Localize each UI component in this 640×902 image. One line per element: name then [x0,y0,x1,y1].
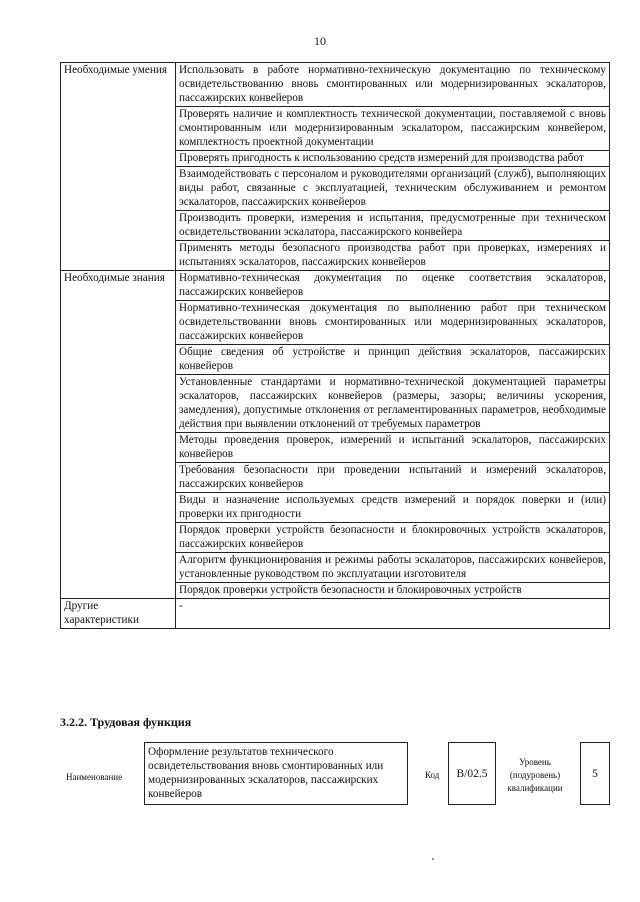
knowledge-item: Алгоритм функционирования и режимы работы эскалаторов, пассажирских конвейеров, установленные руководством по эксплуатации изготовителя [176,553,610,583]
knowledge-item: Виды и назначение используемых средств измерений и порядок поверки и (или) проверки их пригодности [176,493,610,523]
qualification-level-box: 5 [580,742,610,805]
skill-item: Использовать в работе нормативно-техническую документацию по техническому освидетельствованию вновь смонтированных или модернизированных эскалаторов, пассажирских конвейеров [176,63,610,107]
competency-table [60,62,610,629]
code-label: Код [425,770,440,780]
knowledge-item: Общие сведения об устройстве и принцип действия эскалаторов, пассажирских конвейеров [176,345,610,375]
skill-item: Проверять пригодность к использованию средств измерений для производства работ [176,151,610,167]
section-title: 3.2.2. Трудовая функция [60,715,192,729]
knowledge-item: Требования безопасности при проведении испытаний и измерений эскалаторов, пассажирских конвейеров [176,463,610,493]
other-value: - [176,599,610,629]
skills-label: Необходимые умения [61,63,176,271]
scan-speck [432,858,434,860]
table-row [61,599,610,629]
knowledge-item: Методы проведения проверок, измерений и испытаний эскалаторов, пассажирских конвейеров [176,433,610,463]
table-row [61,271,610,301]
skill-item: Производить проверки, измерения и испытания, предусмотренные при техническом освидетельствовании эскалатора, пассажирского конвейера [176,211,610,241]
level-label: Уровень (подуровень) квалификации [507,757,563,793]
name-label: Наименование [66,772,123,782]
knowledge-item: Нормативно-техническая документация по оценке соответствия эскалаторов, пассажирских конвейеров [176,271,610,301]
knowledge-item: Нормативно-техническая документация по выполнению работ при техническом освидетельствовании вновь смонтированных или модернизированных эскалаторов, пассажирских конвейеров [176,301,610,345]
labor-function-block [60,742,610,807]
page-number: 10 [314,34,326,48]
skill-item: Взаимодействовать с персоналом и руководителями организаций (служб), выполняющих виды работ, связанные с эксплуатацией, техническим обслуживанием и ремонтом эскалаторов, пассажирских конвейеров [176,167,610,211]
table-row [61,63,610,107]
function-code-box: В/02.5 [448,742,496,805]
other-label: Другие характеристики [61,599,176,629]
knowledge-item: Порядок проверки устройств безопасности и блокировочных устройств эскалаторов, пассажирских конвейеров [176,523,610,553]
function-name-box: Оформление результатов технического освидетельствования вновь смонтированных или модернизированных эскалаторов, пассажирских конвейеров [144,742,408,805]
skill-item: Применять методы безопасного производства работ при проверках, измерениях и испытаниях эскалаторов, пассажирских конвейеров [176,241,610,271]
knowledge-item: Порядок проверки устройств безопасности и блокировочных устройств [176,583,610,599]
skill-item: Проверять наличие и комплектность технической документации, поставляемой с вновь смонтированным или модернизированным эскалатором, пассажирским конвейером, комплектность проектной документации [176,107,610,151]
knowledge-item: Установленные стандартами и нормативно-технической документацией параметры эскалаторов, пассажирских конвейеров (размеры, зазоры; величины ускорения, замедления), допустимые отклонения от регламентированных параметров, необходимые действия при выявлении отклонений от требуемых параметров [176,375,610,433]
knowledge-label: Необходимые знания [61,271,176,599]
